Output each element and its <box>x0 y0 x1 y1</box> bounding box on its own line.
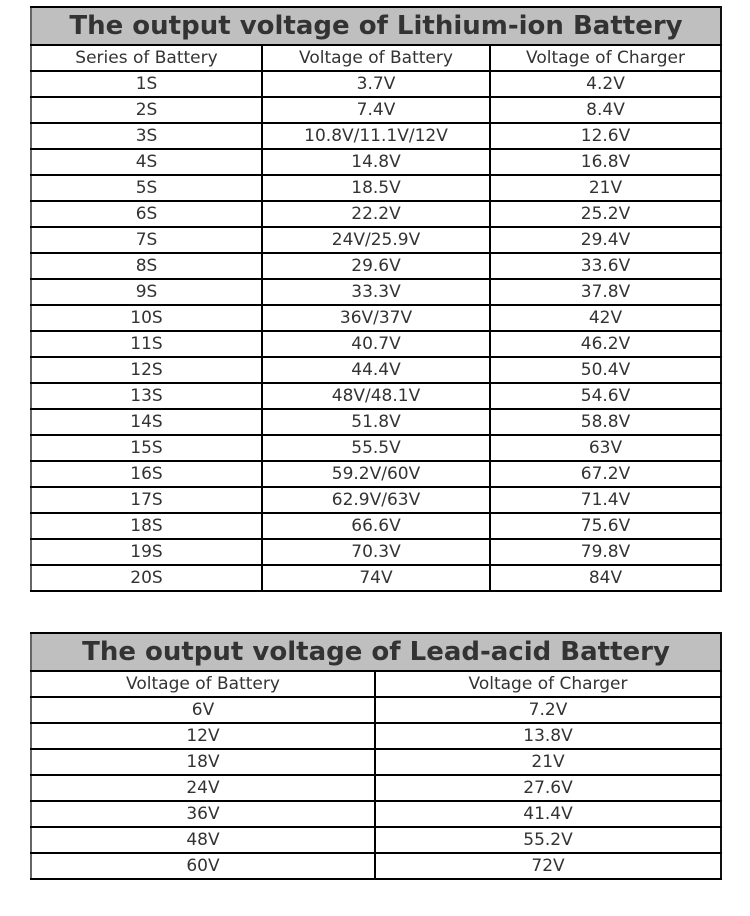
table-row <box>31 201 721 227</box>
table-cell: 2S <box>31 97 262 123</box>
header-battery-voltage: Voltage of Battery <box>262 45 490 71</box>
table-cell: 4S <box>31 149 262 175</box>
header-charger-voltage: Voltage of Charger <box>375 671 721 697</box>
table-cell: 12V <box>31 723 375 749</box>
table-cell: 14S <box>31 409 262 435</box>
table-cell: 13.8V <box>375 723 721 749</box>
table-cell: 72V <box>375 853 721 879</box>
table-row <box>31 539 721 565</box>
table-cell: 29.4V <box>490 227 721 253</box>
table-row <box>31 513 721 539</box>
table-row <box>31 71 721 97</box>
table-row <box>31 409 721 435</box>
table-row <box>31 305 721 331</box>
table-cell: 20S <box>31 565 262 591</box>
table-cell: 3.7V <box>262 71 490 97</box>
header-charger-voltage: Voltage of Charger <box>490 45 721 71</box>
table-cell: 7S <box>31 227 262 253</box>
table-row <box>31 279 721 305</box>
table-row <box>31 827 721 853</box>
lead-acid-voltage-table <box>30 632 722 880</box>
table-row <box>31 723 721 749</box>
table-cell: 74V <box>262 565 490 591</box>
table-row <box>31 775 721 801</box>
table-cell: 84V <box>490 565 721 591</box>
table-cell: 59.2V/60V <box>262 461 490 487</box>
table-cell: 25.2V <box>490 201 721 227</box>
table-cell: 5S <box>31 175 262 201</box>
table-cell: 66.6V <box>262 513 490 539</box>
table-cell: 21V <box>490 175 721 201</box>
table-cell: 16.8V <box>490 149 721 175</box>
table-cell: 51.8V <box>262 409 490 435</box>
table-row <box>31 487 721 513</box>
table-cell: 15S <box>31 435 262 461</box>
table-cell: 29.6V <box>262 253 490 279</box>
table-cell: 37.8V <box>490 279 721 305</box>
table-row <box>31 227 721 253</box>
table-cell: 44.4V <box>262 357 490 383</box>
table-cell: 63V <box>490 435 721 461</box>
table-cell: 10S <box>31 305 262 331</box>
table-cell: 21V <box>375 749 721 775</box>
lithium-table-title: The output voltage of Lithium-ion Battery <box>31 7 721 45</box>
table-cell: 36V/37V <box>262 305 490 331</box>
table-row <box>31 149 721 175</box>
table-cell: 50.4V <box>490 357 721 383</box>
table-row <box>31 331 721 357</box>
table-cell: 13S <box>31 383 262 409</box>
table-cell: 54.6V <box>490 383 721 409</box>
table-row <box>31 749 721 775</box>
table-cell: 1S <box>31 71 262 97</box>
table-row <box>31 123 721 149</box>
lithium-ion-voltage-table <box>30 6 722 592</box>
table-cell: 6S <box>31 201 262 227</box>
table-row <box>31 697 721 723</box>
table-cell: 42V <box>490 305 721 331</box>
table-row <box>31 853 721 879</box>
table-cell: 7.4V <box>262 97 490 123</box>
table-row <box>31 801 721 827</box>
table-cell: 55.2V <box>375 827 721 853</box>
table-cell: 60V <box>31 853 375 879</box>
table-cell: 48V/48.1V <box>262 383 490 409</box>
table-cell: 71.4V <box>490 487 721 513</box>
table-cell: 70.3V <box>262 539 490 565</box>
table-cell: 33.3V <box>262 279 490 305</box>
table-row <box>31 565 721 591</box>
table-row <box>31 175 721 201</box>
table-cell: 8S <box>31 253 262 279</box>
table-cell: 10.8V/11.1V/12V <box>262 123 490 149</box>
table-cell: 9S <box>31 279 262 305</box>
table-cell: 12S <box>31 357 262 383</box>
table-cell: 36V <box>31 801 375 827</box>
table-cell: 24V <box>31 775 375 801</box>
table-row <box>31 253 721 279</box>
lead-acid-header-row <box>31 671 721 697</box>
table-row <box>31 383 721 409</box>
table-cell: 33.6V <box>490 253 721 279</box>
table-cell: 18.5V <box>262 175 490 201</box>
table-cell: 79.8V <box>490 539 721 565</box>
table-cell: 22.2V <box>262 201 490 227</box>
table-cell: 40.7V <box>262 331 490 357</box>
table-row <box>31 435 721 461</box>
table-cell: 7.2V <box>375 697 721 723</box>
table-cell: 3S <box>31 123 262 149</box>
table-cell: 12.6V <box>490 123 721 149</box>
table-cell: 62.9V/63V <box>262 487 490 513</box>
table-cell: 6V <box>31 697 375 723</box>
table-cell: 19S <box>31 539 262 565</box>
table-cell: 24V/25.9V <box>262 227 490 253</box>
table-cell: 11S <box>31 331 262 357</box>
table-cell: 58.8V <box>490 409 721 435</box>
table-row <box>31 461 721 487</box>
table-cell: 27.6V <box>375 775 721 801</box>
table-row <box>31 357 721 383</box>
table-cell: 55.5V <box>262 435 490 461</box>
table-cell: 41.4V <box>375 801 721 827</box>
table-cell: 46.2V <box>490 331 721 357</box>
table-cell: 18S <box>31 513 262 539</box>
table-cell: 8.4V <box>490 97 721 123</box>
header-battery-voltage: Voltage of Battery <box>31 671 375 697</box>
lead-acid-table-title: The output voltage of Lead-acid Battery <box>31 633 721 671</box>
table-cell: 16S <box>31 461 262 487</box>
table-cell: 67.2V <box>490 461 721 487</box>
table-cell: 48V <box>31 827 375 853</box>
table-cell: 75.6V <box>490 513 721 539</box>
table-cell: 4.2V <box>490 71 721 97</box>
lithium-header-row <box>31 45 721 71</box>
table-cell: 14.8V <box>262 149 490 175</box>
table-row <box>31 97 721 123</box>
table-cell: 18V <box>31 749 375 775</box>
table-cell: 17S <box>31 487 262 513</box>
header-series: Series of Battery <box>31 45 262 71</box>
